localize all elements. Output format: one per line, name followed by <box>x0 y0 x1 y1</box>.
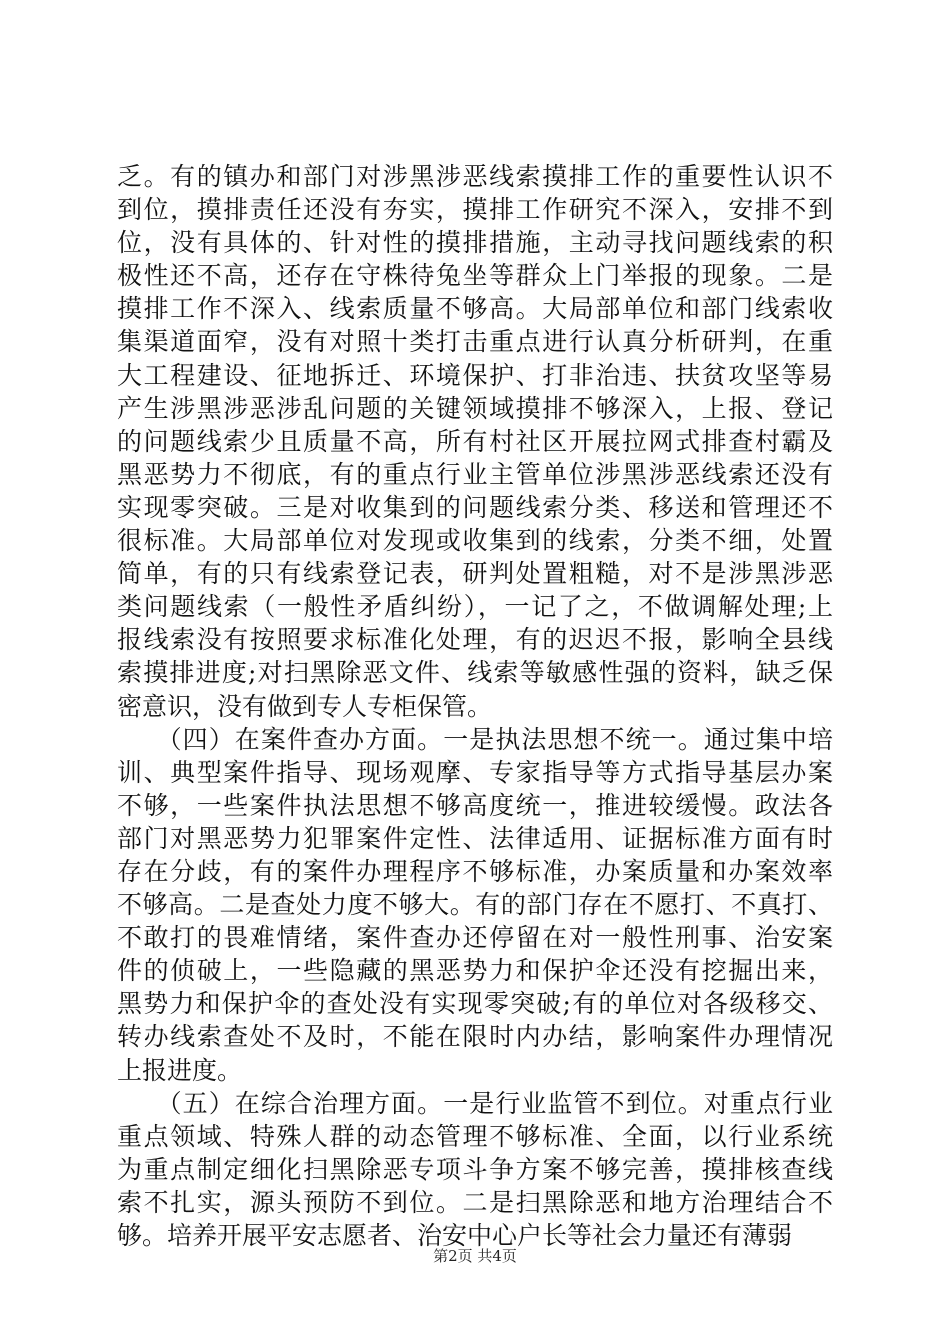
text-line: 类问题线索（一般性矛盾纠纷），一记了之，不做调解处理;上 <box>117 592 833 622</box>
text-line: 实现零突破。三是对收集到的问题线索分类、移送和管理还不 <box>117 492 833 522</box>
text-line: 的问题线索少且质量不高，所有村社区开展拉网式排查村霸及 <box>117 426 833 456</box>
text-line: 位，没有具体的、针对性的摸排措施，主动寻找问题线索的积 <box>117 228 833 258</box>
text-line: 乏。有的镇办和部门对涉黑涉恶线索摸排工作的重要性认识不 <box>117 162 833 191</box>
text-line: 黑势力和保护伞的查处没有实现零突破;有的单位对各级移交、 <box>117 989 833 1019</box>
text-line: 够。培养开展平安志愿者、治安中心户长等社会力量还有薄弱 <box>117 1221 793 1250</box>
text-line: 为重点制定细化扫黑除恶专项斗争方案不够完善，摸排核查线 <box>117 1154 833 1184</box>
text-line: 存在分歧，有的案件办理程序不够标准，办案质量和办案效率 <box>117 856 833 886</box>
text-line: 部门对黑恶势力犯罪案件定性、法律适用、证据标准方面有时 <box>117 823 833 853</box>
text-line: 密意识，没有做到专人专柜保管。 <box>117 691 493 721</box>
text-line: 报线索没有按照要求标准化处理，有的迟迟不报，影响全县线 <box>117 625 833 655</box>
text-line: （五）在综合治理方面。一是行业监管不到位。对重点行业 <box>117 1088 833 1118</box>
text-line: 大工程建设、征地拆迁、环境保护、打非治违、扶贫攻坚等易 <box>117 360 833 390</box>
text-line: 摸排工作不深入、线索质量不够高。大局部单位和部门线索收 <box>117 294 833 324</box>
text-line: 不敢打的畏难情绪，案件查办还停留在对一般性刑事、治安案 <box>117 923 833 953</box>
text-line: 训、典型案件指导、现场观摩、专家指导等方式指导基层办案 <box>117 757 833 787</box>
text-line: 不够高。二是查处力度不够大。有的部门存在不愿打、不真打、 <box>117 890 833 920</box>
text-line: 极性还不高，还存在守株待兔坐等群众上门举报的现象。二是 <box>117 261 833 291</box>
text-line: 索不扎实，源头预防不到位。二是扫黑除恶和地方治理结合不 <box>117 1187 833 1217</box>
text-line: 件的侦破上，一些隐藏的黑恶势力和保护伞还没有挖掘出来， <box>117 956 833 986</box>
text-line: 黑恶势力不彻底，有的重点行业主管单位涉黑涉恶线索还没有 <box>117 459 833 489</box>
page-footer: 第2页 共4页 <box>433 1247 517 1265</box>
text-line: 产生涉黑涉恶涉乱问题的关键领域摸排不够深入，上报、登记 <box>117 393 833 423</box>
text-line: 上报进度。 <box>117 1055 243 1085</box>
text-line: 简单，有的只有线索登记表，研判处置粗糙，对不是涉黑涉恶 <box>117 559 833 589</box>
text-line: 很标准。大局部单位对发现或收集到的线索，分类不细，处置 <box>117 526 833 556</box>
text-line: （四）在案件查办方面。一是执法思想不统一。通过集中培 <box>117 724 833 754</box>
text-line: 索摸排进度;对扫黑除恶文件、线索等敏感性强的资料，缺乏保 <box>117 658 833 688</box>
text-line: 不够，一些案件执法思想不够高度统一，推进较缓慢。政法各 <box>117 790 833 820</box>
text-line: 到位，摸排责任还没有夯实，摸排工作研究不深入，安排不到 <box>117 195 833 225</box>
body-text <box>117 160 833 1252</box>
text-line: 重点领域、特殊人群的动态管理不够标准、全面，以行业系统 <box>117 1121 833 1151</box>
text-line: 集渠道面窄，没有对照十类打击重点进行认真分析研判，在重 <box>117 327 833 357</box>
text-line: 转办线索查处不及时，不能在限时内办结，影响案件办理情况 <box>117 1022 833 1052</box>
